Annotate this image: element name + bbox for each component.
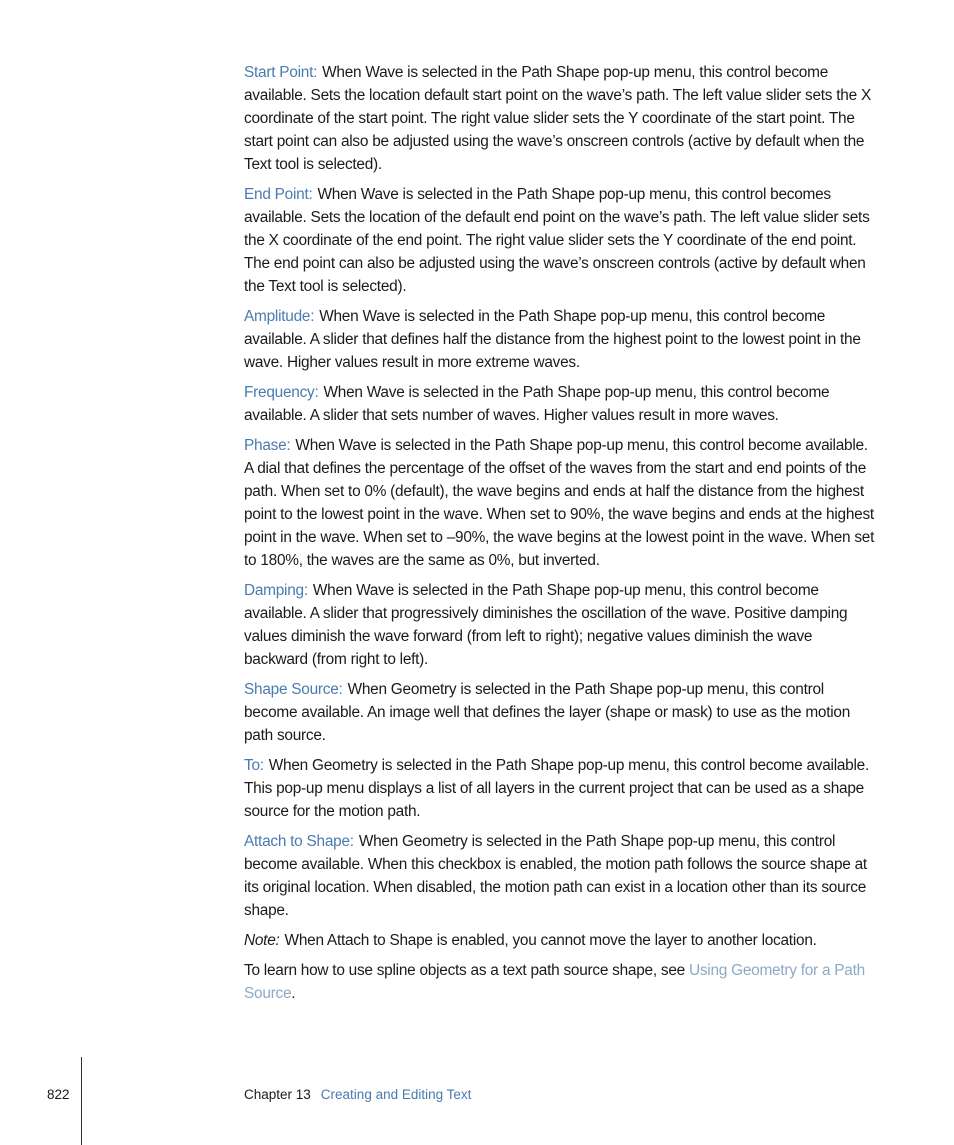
definition-damping <box>244 579 876 671</box>
definition-text: When Wave is selected in the Path Shape pop-up menu, this control become available. Sets the location default start point on the wave’s path. The left value slider sets the X coordinate of the start point. The right value slider sets the Y coordinate of the start point. The start point can also be adjusted using the wave’s onscreen controls (active by default when the Text tool is selected). <box>244 64 871 173</box>
definition-attach-to-shape <box>244 830 876 922</box>
geometry-path-source-link[interactable]: Using Geometry for a Path Source <box>244 962 865 1002</box>
closing-paragraph <box>244 959 876 1005</box>
chapter-title-link[interactable]: Creating and Editing Text <box>320 1087 472 1102</box>
term-label: Frequency: <box>244 384 319 401</box>
definition-text: When Geometry is selected in the Path Shape pop-up menu, this control become available. An image well that defines the layer (shape or mask) to use as the motion path source. <box>244 681 851 744</box>
definition-to <box>244 754 876 823</box>
term-label: Shape Source: <box>244 681 343 698</box>
term-label: Damping: <box>244 582 308 599</box>
term-label: Start Point: <box>244 64 318 81</box>
note-text: When Attach to Shape is enabled, you cannot move the layer to another location. <box>284 932 817 949</box>
definition-text: When Wave is selected in the Path Shape pop-up menu, this control become available. A slider that defines half the distance from the highest point to the lowest point in the wave. Higher values result in more extreme waves. <box>244 308 861 371</box>
definition-start-point <box>244 61 876 176</box>
term-label: Attach to Shape: <box>244 833 354 850</box>
closing-text: To learn how to use spline objects as a text path source shape, see <box>244 962 689 979</box>
page-number: 822 <box>47 1087 70 1102</box>
definition-shape-source <box>244 678 876 747</box>
term-label: Phase: <box>244 437 291 454</box>
term-label: End Point: <box>244 186 313 203</box>
definition-end-point <box>244 183 876 298</box>
definition-amplitude <box>244 305 876 374</box>
definition-text: When Geometry is selected in the Path Shape pop-up menu, this control become available. When this checkbox is enabled, the motion path follows the source shape at its original location. When disabled, the motion path can exist in a location other than its source shape. <box>244 833 867 919</box>
definition-text: When Wave is selected in the Path Shape pop-up menu, this control become available. A dial that defines the percentage of the offset of the waves from the start and end points of the path. When set to 0% (default), the wave begins and ends at half the distance from the highest point to the lowest point in the wave. When set to 90%, the wave begins and ends at the highest point in the wave. When set to –90%, the wave begins at the lowest point in the wave. When set to 180%, the waves are the same as 0%, but inverted. <box>244 437 875 569</box>
note-paragraph <box>244 929 876 952</box>
definition-phase <box>244 434 876 572</box>
note-label: Note: <box>244 932 280 949</box>
term-label: Amplitude: <box>244 308 315 325</box>
chapter-label: Chapter 13 <box>244 1087 311 1102</box>
definition-frequency <box>244 381 876 427</box>
term-label: To: <box>244 757 264 774</box>
definition-text: When Wave is selected in the Path Shape pop-up menu, this control become available. A slider that progressively diminishes the oscillation of the wave. Positive damping values diminish the wave forward (from left to right); negative values diminish the wave backward (from right to left). <box>244 582 848 668</box>
definition-text: When Wave is selected in the Path Shape pop-up menu, this control become available. A slider that sets number of waves. Higher values result in more waves. <box>244 384 830 424</box>
definition-text: When Wave is selected in the Path Shape pop-up menu, this control becomes available. Sets the location of the default end point on the wave’s path. The left value slider sets the X coordinate of the end point. The right value slider sets the Y coordinate of the end point. The end point can also be adjusted using the wave’s onscreen controls (active by default when the Text tool is selected). <box>244 186 870 295</box>
footer-divider <box>81 1057 82 1145</box>
definition-text: When Geometry is selected in the Path Shape pop-up menu, this control become available. This pop-up menu displays a list of all layers in the current project that can be used as a shape source for the motion path. <box>244 757 869 820</box>
main-content <box>244 61 876 1012</box>
closing-end: . <box>291 985 296 1002</box>
chapter-footer <box>244 1087 471 1102</box>
